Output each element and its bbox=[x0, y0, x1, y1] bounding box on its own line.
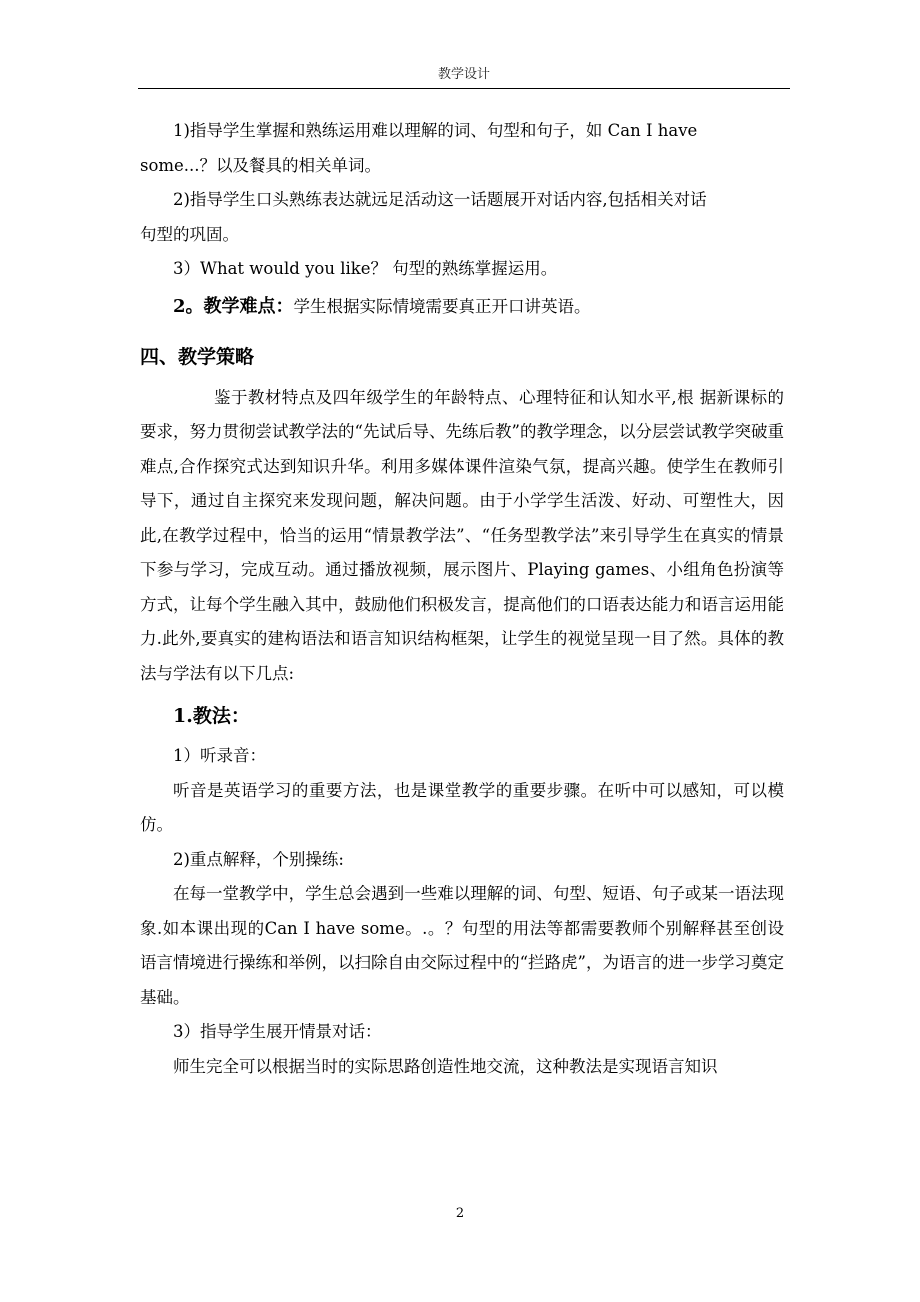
goal-item-1-line-2: some...？以及餐具的相关单词。 bbox=[140, 155, 382, 175]
method-1-text: 听音是英语学习的重要方法，也是课堂教学的重要步骤。在听中可以感知，可以模仿。 bbox=[140, 780, 784, 834]
difficulty-label: 2。教学难点： bbox=[173, 295, 294, 317]
document-body bbox=[140, 114, 784, 1084]
method-heading: 1.教法： bbox=[173, 705, 250, 727]
method-3-text: 师生完全可以根据当时的实际思路创造性地交流，这种教法是实现语言知识 bbox=[173, 1056, 718, 1076]
header-title: 教学设计 bbox=[437, 67, 490, 82]
section-heading-strategy: 四、教学策略 bbox=[140, 345, 255, 368]
method-1-title: 1）听录音： bbox=[173, 746, 266, 765]
method-2-title: 2)重点解释，个别操练: bbox=[173, 849, 344, 869]
strategy-paragraph: 鉴于教材特点及四年级学生的年龄特点、心理特征和认知水平,根 据新课标的要求，努力贯彻尝试教学法的“先试后导、先练后教”的教学理念，以分层尝试教学突破重难点,合作探究式达到知识升华。利用多媒体课件渲染气氛，提高兴趣。使学生在教师引导下，通过自主探究来发现问题，解决问题。由于小学学生活泼、好动、可塑性大，因此,在教学过程中，恰当的运用“情景教学法”、“任务型教学法”来引导学生在真实的情景下参与学习，完成互动。通过播放视频，展示图片、Playing games、小组角色扮演等方式，让每个学生融入其中，鼓励他们积极发言，提高他们的口语表达能力和语言运用能力.此外,要真实的建构语法和语言知识结构框架，让学生的视觉呈现一目了然。具体的教法与学法有以下几点: bbox=[140, 387, 784, 683]
goal-item-1-line-1: 1)指导学生掌握和熟练运用难以理解的词、句型和句子，如 Can I have bbox=[173, 121, 698, 140]
goal-item-2-line-1: 2)指导学生口头熟练表达就远足活动这一话题展开对话内容,包括相关对话 bbox=[173, 190, 707, 209]
difficulty-line bbox=[140, 287, 784, 327]
goal-item-2-line-2: 句型的巩固。 bbox=[140, 224, 239, 244]
goal-item-3: 3）What would you like？ 句型的熟练掌握运用。 bbox=[173, 259, 558, 278]
difficulty-text: 学生根据实际情境需要真正开口讲英语。 bbox=[293, 296, 591, 316]
method-2-text: 在每一堂教学中，学生总会遇到一些难以理解的词、句型、短语、句子或某一语法现象.如本课出现的Can I have some。.。？句型的用法等都需要教师个别解释甚至创设语言情境进行操练和举例，以扫除自由交际过程中的“拦路虎”，为语言的进一步学习奠定基础。 bbox=[140, 884, 784, 1007]
page-header bbox=[138, 64, 790, 89]
method-3-title: 3）指导学生展开情景对话： bbox=[173, 1022, 382, 1041]
page-number: 2 bbox=[455, 1206, 465, 1221]
